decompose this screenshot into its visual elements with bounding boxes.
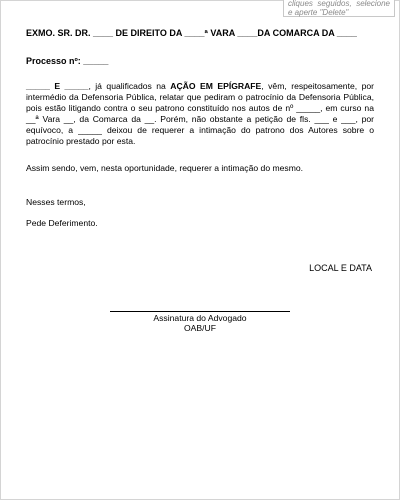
petition-paragraph [26,81,374,147]
action-reference: AÇÃO EM EPÍGRAFE [170,81,262,91]
signature-block [110,311,290,333]
addressee-heading: EXMO. SR. DR. ____ DE DIREITO DA ____ª VARA ____DA COMARCA DA ____ [26,28,357,38]
paragraph-rest: , vêm, respeitosamente, por intermédio da Defensoria Pública, relatar que pediram o patrocínio da Defensoria Pública, pois estão litigando contra o seu patrono constituído nos autos de nº _____, em curso na __ª Vara __, da Comarca da __. Porém, não obstante a petição de fls. ___ e ___, por equívoco, a _____ deixou de requerer a intimação do patrono dos Autores sobre o patrocínio prestado por esta. [26,81,374,146]
oab-registry: OAB/UF [184,323,216,333]
process-number: Processo nº: _____ [26,56,109,66]
deferment-line: Pede Deferimento. [26,218,98,228]
instruction-note [283,0,395,17]
request-paragraph: Assim sendo, vem, nesta oportunidade, requerer a intimação do mesmo. [26,163,304,173]
plaintiffs-names: _____ E _____ [26,81,89,91]
signature-label: Assinatura do Advogado [153,313,247,323]
paragraph-mid: , já qualificados na [88,81,171,91]
place-and-date: LOCAL E DATA [309,263,372,273]
closing-line: Nesses termos, [26,197,86,207]
instruction-note-text: cliques seguidos, selecione e aperte "Delete" [288,0,390,17]
